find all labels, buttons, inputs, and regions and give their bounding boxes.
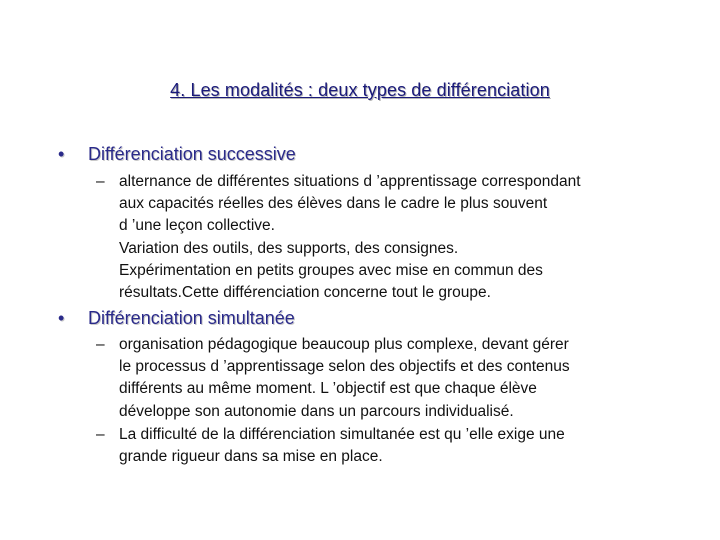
text-line: aux capacités réelles des élèves dans le cadre le plus souvent: [119, 195, 548, 213]
section-heading-text: Différenciation successive: [88, 144, 296, 164]
text-line: grande rigueur dans sa mise en place.: [119, 448, 383, 466]
list-item-simultanee-2: [96, 424, 696, 468]
text-line: Expérimentation en petits groupes avec mise en commun des: [119, 261, 543, 279]
slide-title: 4. Les modalités : deux types de différenciation: [170, 80, 550, 100]
dash-icon: –: [96, 173, 105, 190]
list-item-successive-1: [96, 171, 696, 304]
text-line: le processus d ’apprentissage selon des objectifs et des contenus: [119, 358, 570, 376]
bullet-icon: •: [58, 144, 65, 164]
list-item-simultanee-1: [96, 334, 696, 423]
text-line: développe son autonomie dans un parcours individualisé.: [119, 402, 514, 420]
text-line: alternance de différentes situations d ’apprentissage correspondant: [119, 173, 581, 190]
text-line: différents au même moment. L ’objectif est que chaque élève: [119, 380, 537, 398]
list-item-text: [119, 171, 696, 304]
bullet-icon: •: [58, 308, 65, 328]
text-line: résultats.Cette différenciation concerne tout le groupe.: [119, 284, 491, 302]
text-line: d ’une leçon collective.: [119, 217, 275, 235]
section-heading-text: Différenciation simultanée: [88, 308, 295, 328]
list-item-text: [119, 334, 696, 423]
text-line: organisation pédagogique beaucoup plus complexe, devant gérer: [119, 336, 569, 353]
section-heading-simultanee: [58, 308, 295, 329]
text-line: La difficulté de la différenciation simultanée est qu ’elle exige une: [119, 426, 565, 443]
dash-icon: –: [96, 336, 105, 353]
text-line: Variation des outils, des supports, des consignes.: [119, 239, 459, 257]
dash-icon: –: [96, 426, 105, 443]
section-heading-successive: [58, 144, 296, 165]
list-item-text: [119, 424, 696, 468]
